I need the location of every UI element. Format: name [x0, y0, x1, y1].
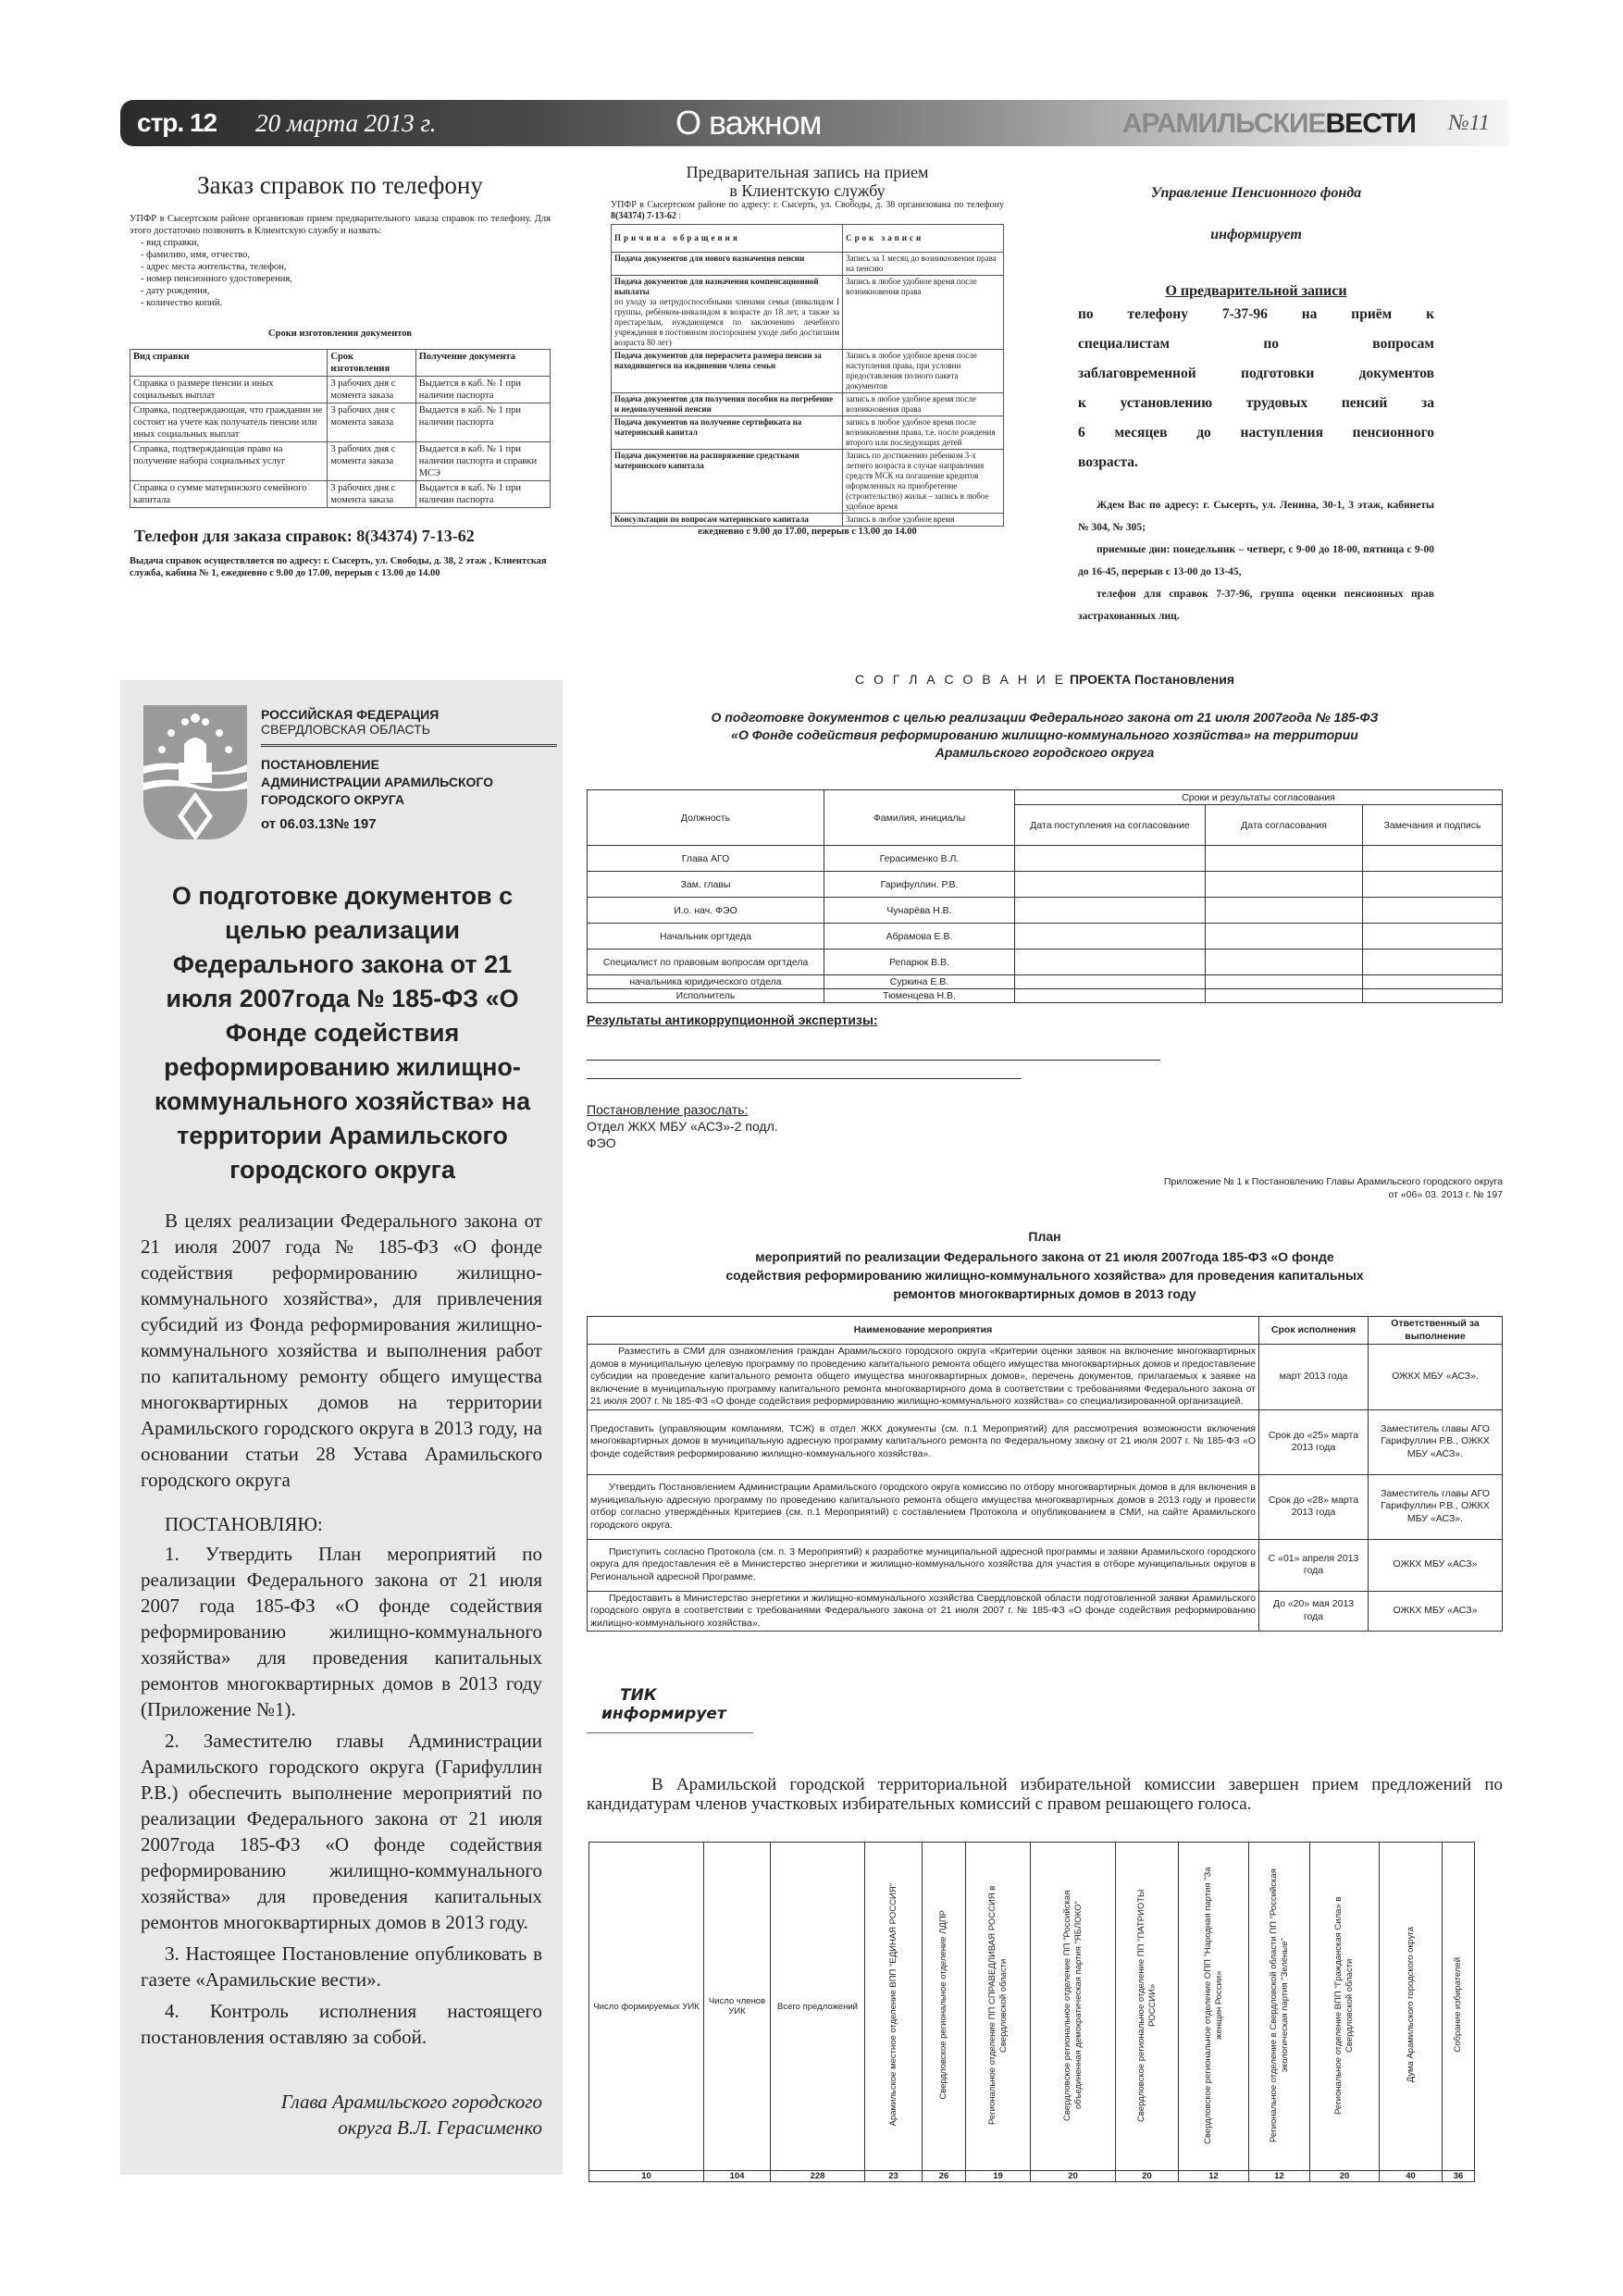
tik-logo — [587, 1686, 753, 1733]
column-header: Арамильское местное отделение ВПП "ЕДИНАЯ РОССИЯ" — [887, 1883, 898, 2127]
column-header: Наименование мероприятия — [588, 1317, 1259, 1345]
signature-cell[interactable] — [1363, 898, 1503, 924]
issue-date: 20 марта 2013 г. — [255, 108, 437, 137]
cell: Заместитель главы АГО Гарифуллин Р.В., ОЖКХ МБУ «АСЗ». — [1369, 1409, 1503, 1474]
list-item: - номер пенсионного удостоверения, — [141, 274, 292, 284]
pension-fund-address: Ждем Вас по адресу: г. Сысерть, ул. Ленина, 30-1, 3 этаж, кабинеты № 304, № 305; — [1078, 500, 1434, 533]
cell: Начальник оргтдеда — [588, 924, 824, 949]
approval-table — [587, 789, 1503, 1003]
decree-number: от 06.03.13№ 197 — [261, 816, 377, 832]
column-header: Дата поступления на согласование — [1015, 805, 1206, 846]
table-row — [588, 975, 1503, 989]
approved-date-cell[interactable] — [1206, 989, 1363, 1003]
body-line: 6 месяцев до наступления пенсионного — [1078, 425, 1434, 441]
newspaper-brand — [1122, 108, 1416, 140]
approval-subject: О подготовке документов с целью реализации Федерального закона от 21 июля 2007года № 185-ФЗ «О Фонде содействия реформированию жилищно-коммунального хозяйства» на территории Арамильского городского округа — [711, 710, 1379, 760]
pension-fund-body — [1078, 300, 1434, 478]
table-row — [612, 253, 1004, 276]
title-rest: Постановления — [1134, 672, 1234, 687]
cell: ОЖКХ МБУ «АСЗ» — [1369, 1539, 1503, 1591]
send-item: ФЭО — [587, 1136, 616, 1150]
column-header: Срок исполнения — [1259, 1317, 1369, 1345]
signature-cell[interactable] — [1363, 846, 1503, 872]
table-row — [588, 924, 1503, 949]
cell: Справка о сумме материнского семейного капитала — [130, 481, 328, 508]
page-header — [120, 100, 1508, 146]
cell: Предоставить в Министерство энергетики и жилищно-коммунального хозяйства Свердловской области подготовленной заявки Арамильского городского округа в соответствии с требованиями Федерального закона от 21 июля 2007 г. № 185-ФЗ «О фонде содействия реформированию жилищно-коммунального хозяйства». — [588, 1591, 1259, 1632]
cell-detail: по уходу за нетрудоспособными членами семьи (инвалидом I группы, ребёнком-инвалидом в возрасте до 18 лет, а также за престарелым, нуждающемся по заключению лечебного учреждения в постоянном постороннем уходе либо достигшим возраста 80 лет) — [614, 297, 840, 347]
cell: 3 рабочих дня с момента заказа — [328, 377, 415, 403]
phone-orders-article — [130, 171, 551, 579]
body-line: специалистам по вопросам — [1078, 336, 1434, 352]
cell: Предоставить (управляющим компаниям, ТСЖ) в отдел ЖКХ документы (см. п.1 Мероприятий) для рассмотрения возможности включения многоквартирных домов в муниципальную адресную программу капитального ремонта по Федеральному закону от 21 июля 2007 г. № 185-ФЗ «О фонде содействия реформированию жилищно-коммунального хозяйства». — [588, 1409, 1259, 1474]
approved-date-cell[interactable] — [1206, 846, 1363, 872]
decree-resolve: ПОСТАНОВЛЯЮ: — [165, 1513, 323, 1535]
list-item: - количество копий. — [141, 298, 223, 308]
body-line: к установлению трудовых пенсий за — [1078, 395, 1434, 411]
cell: март 2013 года — [1259, 1345, 1369, 1410]
body-line: возраста. — [1078, 454, 1138, 470]
pension-fund-title — [1078, 172, 1434, 255]
prereg-phone: 8(34374) 7-13-62 — [611, 211, 676, 221]
deadlines-table — [130, 349, 551, 508]
cell: запись в любое удобное время после возникновения права — [843, 393, 1004, 416]
list-item: - вид справки, — [141, 238, 200, 248]
cell: Зам. главы — [588, 872, 824, 898]
cell: ОЖКХ МБУ «АСЗ». — [1369, 1345, 1503, 1410]
tik-values-row — [589, 2171, 1475, 2182]
anticorruption-label: Результаты антикоррупционной экспертизы: — [587, 1012, 878, 1027]
table-row — [612, 514, 1004, 527]
cell: Глава АГО — [588, 846, 824, 872]
phone-orders-title: Заказ справок по телефону — [197, 171, 483, 199]
appendix-line: Приложение № 1 к Постановлению Главы Арамильского городского округа — [1163, 1176, 1503, 1187]
decree-kind: ПОСТАНОВЛЕНИЕ — [261, 757, 379, 772]
body-line: заблаговременной подготовки документов — [1078, 366, 1434, 381]
column-header: Ответственный за выполнение — [1369, 1317, 1503, 1345]
decree-point: 4. Контроль исполнения настоящего постановления оставляю за собой. — [141, 2000, 542, 2048]
cell: 3 рабочих дня с момента заказа — [328, 481, 415, 508]
column-header: Число членов УИК — [708, 1996, 766, 2017]
cell: Абрамова Е.В. — [824, 924, 1015, 949]
approved-date-cell[interactable] — [1206, 898, 1363, 924]
cell: Суркина Е.В. — [824, 975, 1015, 989]
table-row — [588, 846, 1503, 872]
column-header: Вид справки — [130, 350, 328, 377]
received-date-cell[interactable] — [1015, 872, 1206, 898]
column-header: Региональное отделение ВПП "Гражданская Сила» в Свердловской области — [1333, 1895, 1355, 2115]
send-item: Отдел ЖКХ МБУ «АСЗ»-2 подл. — [587, 1119, 778, 1134]
column-header: Свердловское региональное отделение ПП "Российская объединенная демократическая партия "ЯБЛОКО" — [1061, 1889, 1084, 2121]
cell: начальника юридического отдела — [588, 975, 824, 989]
list-item: - дату рождения, — [141, 286, 210, 296]
decree-body — [141, 1208, 542, 2141]
decree-kind: ГОРОДСКОГО ОКРУГА — [261, 792, 405, 807]
table-row — [588, 1345, 1503, 1410]
prereg-article — [611, 163, 1004, 537]
table-row — [130, 481, 551, 508]
cell: Чунарёва Н.В. — [824, 898, 1015, 924]
prereg-table — [611, 224, 1004, 527]
cell: Гарифуллин. Р.В. — [824, 872, 1015, 898]
column-header: Срок записи — [843, 225, 1004, 253]
value-cell: 12 — [1179, 2171, 1249, 2182]
cell: Срок до «25» марта 2013 года — [1259, 1409, 1369, 1474]
plan-title: План — [1028, 1229, 1061, 1244]
received-date-cell[interactable] — [1015, 924, 1206, 949]
column-header: Свердловское региональное отделение ПП "ПАТРИОТЫ РОССИИ» — [1135, 1888, 1158, 2122]
column-header: Свердловское региональное отделение ЛДПР — [938, 1910, 948, 2100]
cell: 3 рабочих дня с момента заказа — [328, 403, 415, 442]
decree-point: 1. Утвердить План мероприятий по реализации Федерального закона от 21 июля 2007 года 185-ФЗ «О фонде содействия реформированию жилищно-коммунального хозяйства» для проведения капитальных ремонтов многоквартирных домов в 2013 году (Приложение №1). — [141, 1543, 542, 1720]
cell: Выдается в каб. № 1 при наличии паспорта и справки МСЭ — [415, 442, 550, 481]
table-row — [612, 350, 1004, 393]
cell: Приступить согласно Протокола (см. п. 3 Мероприятий) к разработке муниципальной адресной программы и заявки Арамильского городского округа для предоставления её в Министерство энергетики и жилищно-коммунального хозяйства для участия в отборе муниципальных округов в Региональной адресной Программе. — [588, 1539, 1259, 1591]
value-cell: 20 — [1310, 2171, 1380, 2182]
cell: Подача документов для нового назначения пенсии — [614, 254, 805, 263]
prereg-intro: УПФР в Сысертском районе по адресу: г. Сысерть, ул. Свободы, д. 38 организована по телефону 8(34374) 7-13-62 : — [611, 200, 1004, 221]
table-row — [588, 1409, 1503, 1474]
approved-date-cell[interactable] — [1206, 872, 1363, 898]
signature-cell[interactable] — [1363, 989, 1503, 1003]
cell: Подача документов для получения пособия на погребение и недополученной пенсии — [614, 394, 834, 414]
brand-light: АРАМИЛЬСКИЕ — [1121, 108, 1326, 139]
plan-subtitle: мероприятий по реализации Федерального закона от 21 июля 2007года 185-ФЗ «О фонде содействия реформированию жилищно-коммунального хозяйства» для проведения капитальных ремонтов многоквартирных домов в 2013 году — [725, 1249, 1364, 1301]
table-row — [130, 403, 551, 442]
decree-point: 3. Настоящее Постановление опубликовать в газете «Арамильские вести». — [141, 1942, 542, 1991]
cell: Запись в любое удобное время после возникновения права — [843, 276, 1004, 350]
send-list — [587, 1101, 1503, 1151]
issue-number: №11 — [1448, 111, 1490, 135]
appendix-line: от «06» 03. 2013 г. № 197 — [1388, 1189, 1503, 1200]
decree-point: 2. Заместителю главы Администрации Арамильского городского округа (Гарифуллин Р.В.) обеспечить выполнение мероприятий по реализации Федерального закона от 21 июля 2007года 185-ФЗ «О фонде содействия реформированию жилищно-коммунального хозяйства» для проведения капитальных ремонтов многоквартирных домов в 2013 году. — [141, 1730, 542, 1933]
column-header: Дума Арамильского городского округа — [1405, 1927, 1416, 2083]
cell: Специалист по правовым вопросам оргтдела — [588, 949, 824, 975]
cell: Запись по достижению ребенком 3-х летнего возраста в случае направления средств МСК на погашение кредитов оформленных на приобретение (строительство) жилья – запись в любое удобное время — [843, 450, 1004, 514]
approved-date-cell[interactable] — [1206, 975, 1363, 989]
decree-headline: О подготовке документов с целью реализации Федерального закона от 21 июля 2007года № 185-ФЗ «О Фонде содействия реформированию жилищно-коммунального хозяйства» на территории Арамильского городского округа — [154, 882, 531, 1184]
received-date-cell[interactable] — [1015, 898, 1206, 924]
column-header: Всего предложений — [777, 2001, 858, 2012]
cell: Справка, подтверждающая, что гражданин не состоит на учете как получатель пенсии или иных социальных выплат — [130, 403, 328, 442]
body-line: по телефону 7-37-96 на приём к — [1078, 306, 1434, 322]
table-row — [588, 898, 1503, 924]
tik-table — [588, 1842, 1475, 2182]
cell: Справка, подтверждающая право на получение набора социальных услуг — [130, 442, 328, 481]
tik-header-row — [589, 1843, 1475, 2171]
column-header: Срок изготовления — [328, 350, 415, 377]
value-cell: 19 — [966, 2171, 1031, 2182]
column-header: Дата согласования — [1206, 805, 1363, 846]
pension-fund-title-line2: информирует — [1210, 227, 1302, 242]
column-header: Собрание избирателей — [1453, 1957, 1463, 2053]
received-date-cell[interactable] — [1015, 949, 1206, 975]
cell: Заместитель главы АГО Гарифуллин Р.В., ОЖКХ МБУ «АСЗ». — [1369, 1474, 1503, 1539]
table-row — [588, 949, 1503, 975]
cell: Герасименко В.Л. — [824, 846, 1015, 872]
pension-fund-article — [1078, 172, 1434, 627]
column-header: Сроки и результаты согласования — [1015, 790, 1503, 805]
cell: И.о. нач. ФЭО — [588, 898, 824, 924]
list-item: - фамилию, имя, отчество, — [141, 250, 251, 260]
table-row — [588, 872, 1503, 898]
column-header: Замечания и подпись — [1363, 805, 1503, 846]
brand-bold: ВЕСТИ — [1325, 108, 1416, 139]
approved-date-cell[interactable] — [1206, 924, 1363, 949]
cell: До «20» мая 2013 года — [1259, 1591, 1369, 1632]
value-cell: 10 — [589, 2171, 704, 2182]
cell: Подача документов для назначения компенсационной выплаты — [614, 277, 819, 296]
cell: Репарюк В.В. — [824, 949, 1015, 975]
pension-fund-contacts — [1078, 494, 1434, 627]
table-row — [612, 450, 1004, 514]
issue-address: Выдача справок осуществляется по адресу: г. Сысерть, ул. Свободы, д. 38, 2 этаж , Клиентская служба, кабина № 1, ежедневно с 9.00 до 17.00, перерыв с 13.00 до 14.00 — [130, 556, 547, 578]
intro-text: УПФР в Сысертском районе по адресу: г. Сысерть, ул. Свободы, д. 38 организована по телефону — [611, 200, 1004, 210]
phone-orders-list — [130, 237, 551, 309]
column-header: Получение документа — [415, 350, 550, 377]
phone-orders-intro: УПФР в Сысертском районе организован прием предварительного заказа справок по телефону. Для этого достаточно позвонить в Клиентскую службу и назвать: — [130, 214, 551, 236]
list-item: - адрес места жительства, телефон, — [141, 262, 287, 272]
cell: Подача документов на распоряжение средствами материнского капитала — [614, 451, 799, 470]
column-header: Должность — [588, 790, 824, 846]
value-cell: 20 — [1116, 2171, 1179, 2182]
table-row — [130, 442, 551, 481]
pension-fund-subtitle: О предварительной записи — [1165, 283, 1347, 299]
signature-line: округа В.Л. Герасименко — [338, 2116, 542, 2139]
column-header: Региональное отделение ПП СПРАВЕДЛИВАЯ РОССИЯ в Свердловской области — [986, 1885, 1009, 2125]
prereg-hours: ежедневно с 9.00 до 17.00, перерыв с 13.00 до 14.00 — [698, 527, 917, 537]
cell: Подача документов для перерасчета размера пенсии за находившегося на иждивении члена семьи — [614, 351, 822, 370]
pension-fund-phone: телефон для справок 7-37-96, группа оценки пенсионных прав застрахованных лиц. — [1078, 589, 1434, 622]
column-header: Число формируемых УИК — [593, 2001, 700, 2012]
received-date-cell[interactable] — [1015, 975, 1206, 989]
tik-title: ТИК — [620, 1686, 657, 1705]
prereg-title-line1: Предварительная запись на прием — [686, 163, 929, 181]
cell: Выдается в каб. № 1 при наличии паспорта — [415, 377, 550, 403]
cell: Исполнитель — [588, 989, 824, 1003]
table-row — [612, 276, 1004, 350]
plan-table — [587, 1316, 1503, 1632]
table-row — [588, 1591, 1503, 1632]
value-cell: 12 — [1249, 2171, 1310, 2182]
deadlines-table-title: Сроки изготовления документов — [268, 329, 412, 339]
cell: Утвердить Постановлением Администрации Арамильского городского округа комиссию по отбору многоквартирных домов в для включения в муниципальную адресную программу по проведению капитального ремонта общего имущества многоквартирных домов в 2013 году и провести отбор согласно утверждённых Критериев (см. п.1 Мероприятий) с составлением Протокола и опубликованием в СМИ, на сайте Арамильского городского округа. — [588, 1474, 1259, 1539]
approval-title — [587, 672, 1503, 687]
cell: ОЖКХ МБУ «АСЗ» — [1369, 1591, 1503, 1632]
cell: Запись в любое удобное время после наступления права, при условии предоставления полного пакета документов — [843, 350, 1004, 393]
cell: Выдается в каб. № 1 при наличии паспорта — [415, 403, 550, 442]
approval-sheet — [587, 672, 1503, 1151]
blank-line[interactable] — [587, 1027, 1160, 1061]
tik-subtitle: информирует — [601, 1705, 726, 1723]
column-header: Причина обращения — [612, 225, 843, 253]
cell: Срок до «28» марта 2013 года — [1259, 1474, 1369, 1539]
decree-region: СВЕРДЛОВСКАЯ ОБЛАСТЬ — [261, 722, 430, 737]
table-row — [612, 416, 1004, 450]
prereg-title — [611, 163, 1004, 200]
blank-line[interactable] — [587, 1061, 1022, 1079]
double-divider — [261, 744, 557, 747]
column-header: Региональное отделение в Свердловской области ПП "Российская экологическая партия "Зелёные" — [1268, 1868, 1290, 2142]
phone-line: Телефон для заказа справок: 8(34374) 7-13-62 — [134, 527, 475, 545]
decree-header — [261, 707, 557, 832]
value-cell: 23 — [865, 2171, 923, 2182]
signature-cell[interactable] — [1363, 924, 1503, 949]
value-cell: 20 — [1031, 2171, 1116, 2182]
send-title: Постановление разослать: — [587, 1102, 749, 1117]
cell: Запись в любое удобное время — [843, 514, 1004, 527]
signature-cell[interactable] — [1363, 975, 1503, 989]
cell: Запись за 1 месяц до возникновения права на пенсию — [843, 253, 1004, 276]
value-cell: 104 — [704, 2171, 771, 2182]
cell: Выдается в каб. № 1 при наличии паспорта — [415, 481, 550, 508]
value-cell: 36 — [1443, 2171, 1475, 2182]
cell: запись в любое удобное время после возникновения права, т.е. после рождения второго или последующих детей — [843, 416, 1004, 450]
cell: Подача документов на получение сертификата на материнский капитал — [614, 417, 802, 437]
tik-text: В Арамильской городской территориальной избирательной комиссии завершен прием предложений по кандидатурам членов участковых избирательных комиссий с правом решающего голоса. — [587, 1775, 1503, 1814]
table-row — [130, 377, 551, 403]
received-date-cell[interactable] — [1015, 846, 1206, 872]
decree-kind: АДМИНИСТРАЦИИ АРАМИЛЬСКОГО — [261, 775, 494, 789]
page-number: стр. 12 — [137, 108, 217, 137]
received-date-cell[interactable] — [1015, 989, 1206, 1003]
table-row — [588, 1474, 1503, 1539]
decree-rf: РОССИЙСКАЯ ФЕДЕРАЦИЯ — [261, 707, 440, 722]
value-cell: 26 — [923, 2171, 966, 2182]
signature-line: Глава Арамильского городского — [280, 2091, 542, 2113]
coat-of-arms-icon — [143, 705, 247, 839]
signature-cell[interactable] — [1363, 872, 1503, 898]
column-header: Фамилия, инициалы — [824, 790, 1015, 846]
decree-preamble: В целях реализации Федерального закона от 21 июля 2007 года № 185-ФЗ «О фонде содействия реформированию жилищно-коммунального хозяйства», для привлечения субсидий из Фонда реформирования жилищно-коммунального хозяйства и выполнения работ по капитальному ремонту общего имущества многоквартирных домов на территории Арамильского городского округа в 2013 году, на основании статьи 28 Устава Арамильского городского округа — [141, 1210, 542, 1491]
plan-section — [587, 1175, 1503, 1632]
pension-fund-days: приемные дни: понедельник – четверг, с 9-00 до 18-00, пятница с 9-00 до 16-45, перерыв с 13-00 до 13-45, — [1078, 544, 1434, 577]
table-row — [588, 1539, 1503, 1591]
title-spaced: С О Г Л А С О В А Н И Е — [854, 672, 1067, 687]
table-row — [612, 393, 1004, 416]
column-header: Свердловское региональное отделение ОПП "Народная партия "За женщин России» — [1202, 1866, 1224, 2144]
cell: Тюменцева Н.В. — [824, 989, 1015, 1003]
approved-date-cell[interactable] — [1206, 949, 1363, 975]
prereg-title-line2: в Клиентскую службу — [729, 181, 886, 200]
cell: С «01» апреля 2013 года — [1259, 1539, 1369, 1591]
title-bold: ПРОЕКТА — [1069, 672, 1132, 687]
value-cell: 228 — [771, 2171, 865, 2182]
pension-fund-title-line1: Управление Пенсионного фонда — [1150, 185, 1362, 201]
appendix-note — [587, 1175, 1503, 1201]
section-title: О важном — [675, 104, 822, 142]
cell: Справка о размере пенсии и иных социальных выплат — [130, 377, 328, 403]
decree-signature — [141, 2089, 542, 2141]
cell: Разместить в СМИ для ознакомления граждан Арамильского городского округа «Критерии оценки заявок на включение многоквартирных домов в муниципальную целевую программу по проведению капитального ремонта общего имущества многоквартирных домов и предоставление субсидии на проведение капитального ремонта общего имущества многоквартирных домов», перечень документов, прилагаемых к заявке на включение в муниципальную программу капитального ремонта многоквартирного дома в соответствии с требованиями Федерального закона от 21 июля 2007 г. № 185-ФЗ «О фонде содействия реформированию жилищно-коммунального хозяйства» со специализированной организацией. — [588, 1345, 1259, 1410]
table-row — [588, 989, 1503, 1003]
signature-cell[interactable] — [1363, 949, 1503, 975]
cell: Консультации по вопросам материнского капитала — [614, 515, 809, 524]
cell: 3 рабочих дня с момента заказа — [328, 442, 415, 481]
value-cell: 40 — [1380, 2171, 1443, 2182]
